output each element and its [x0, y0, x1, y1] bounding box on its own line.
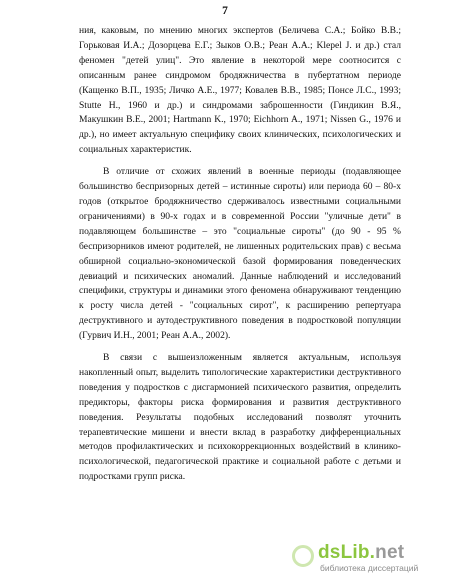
watermark	[318, 542, 440, 574]
paragraph-1: ния, каковым, по мнению многих экспертов (Беличева С.А.; Бойко В.В.; Горьковая И.А.; Дозорцева Е.Г.; Зыков О.В.; Реан А.А.; Klepel J. и др.) стал феномен "детей улиц". Это явление в некоторой мере соотносится с описанным ранее синдромом бродяжничества в пубертатном периоде (Кащенко В.П., 1935; Личко А.Е., 1977; Ковалев В.В., 1985; Понсе Л.С., 1993; Stutte H., 1960 и др.) и синдромами заброшенности (Гиндикин В.Я., Макушкин В.Е., 2001; Hartmann K., 1970; Eichhorn A., 1971; Nissen G., 1976 и др.), но имеет актуальную специфику своих клинических, психологических и социальных характеристик.	[79, 25, 401, 156]
body-text	[79, 24, 401, 485]
watermark-subtitle: библиотека диссертаций	[320, 563, 419, 573]
paragraph-2: В отличие от схожих явлений в военные периоды (подавляющее большинство беспризорных детей – истинные сироты) или периода 60 – 80-х годов (открытое бродяжничество сдерживалось известными социальными ограничениями) в 90-х годах и в современной России "уличные дети" в подавляющем большинстве – это "социальные сироты" (до 90 - 95 % беспризорников имеют родителей, не лишенных родительских прав) с весьма обширной социально-экономической базой формирования поведенческих девиаций и психических аномалий. Данные наблюдений и исследований специфики, структуры и динамики этого феномена обнаруживают тенденцию к росту числа детей - "социальных сирот", к расширению репертуара деструктивного и аутодеструктивного поведения в подростковой популяции (Гурвич И.Н., 2001; Реан А.А., 2002).	[79, 166, 401, 342]
watermark-logo-net: net	[375, 542, 405, 563]
paragraph-3: В связи с вышеизложенным является актуальным, используя накопленный опыт, выделить типологические характеристики деструктивного поведения у подростков с дисгармонией психического развития, определить предикторы, факторы риска формирования и развития деструктивного поведения. Результаты подобных исследований позволят уточнить терапевтические мишени и внести вклад в разработку дифференциальных методов профилактических и психокоррекционных воздействий в клинико-психологической, педагогической практике и социальной работе с детьми и подростками групп риска.	[79, 352, 401, 483]
watermark-logo-main: dsLib	[318, 542, 370, 563]
watermark-logo-dot: .	[369, 542, 376, 563]
dslib-logo-icon	[292, 545, 314, 567]
watermark-logo	[318, 542, 404, 564]
page-number: 7	[222, 5, 228, 17]
